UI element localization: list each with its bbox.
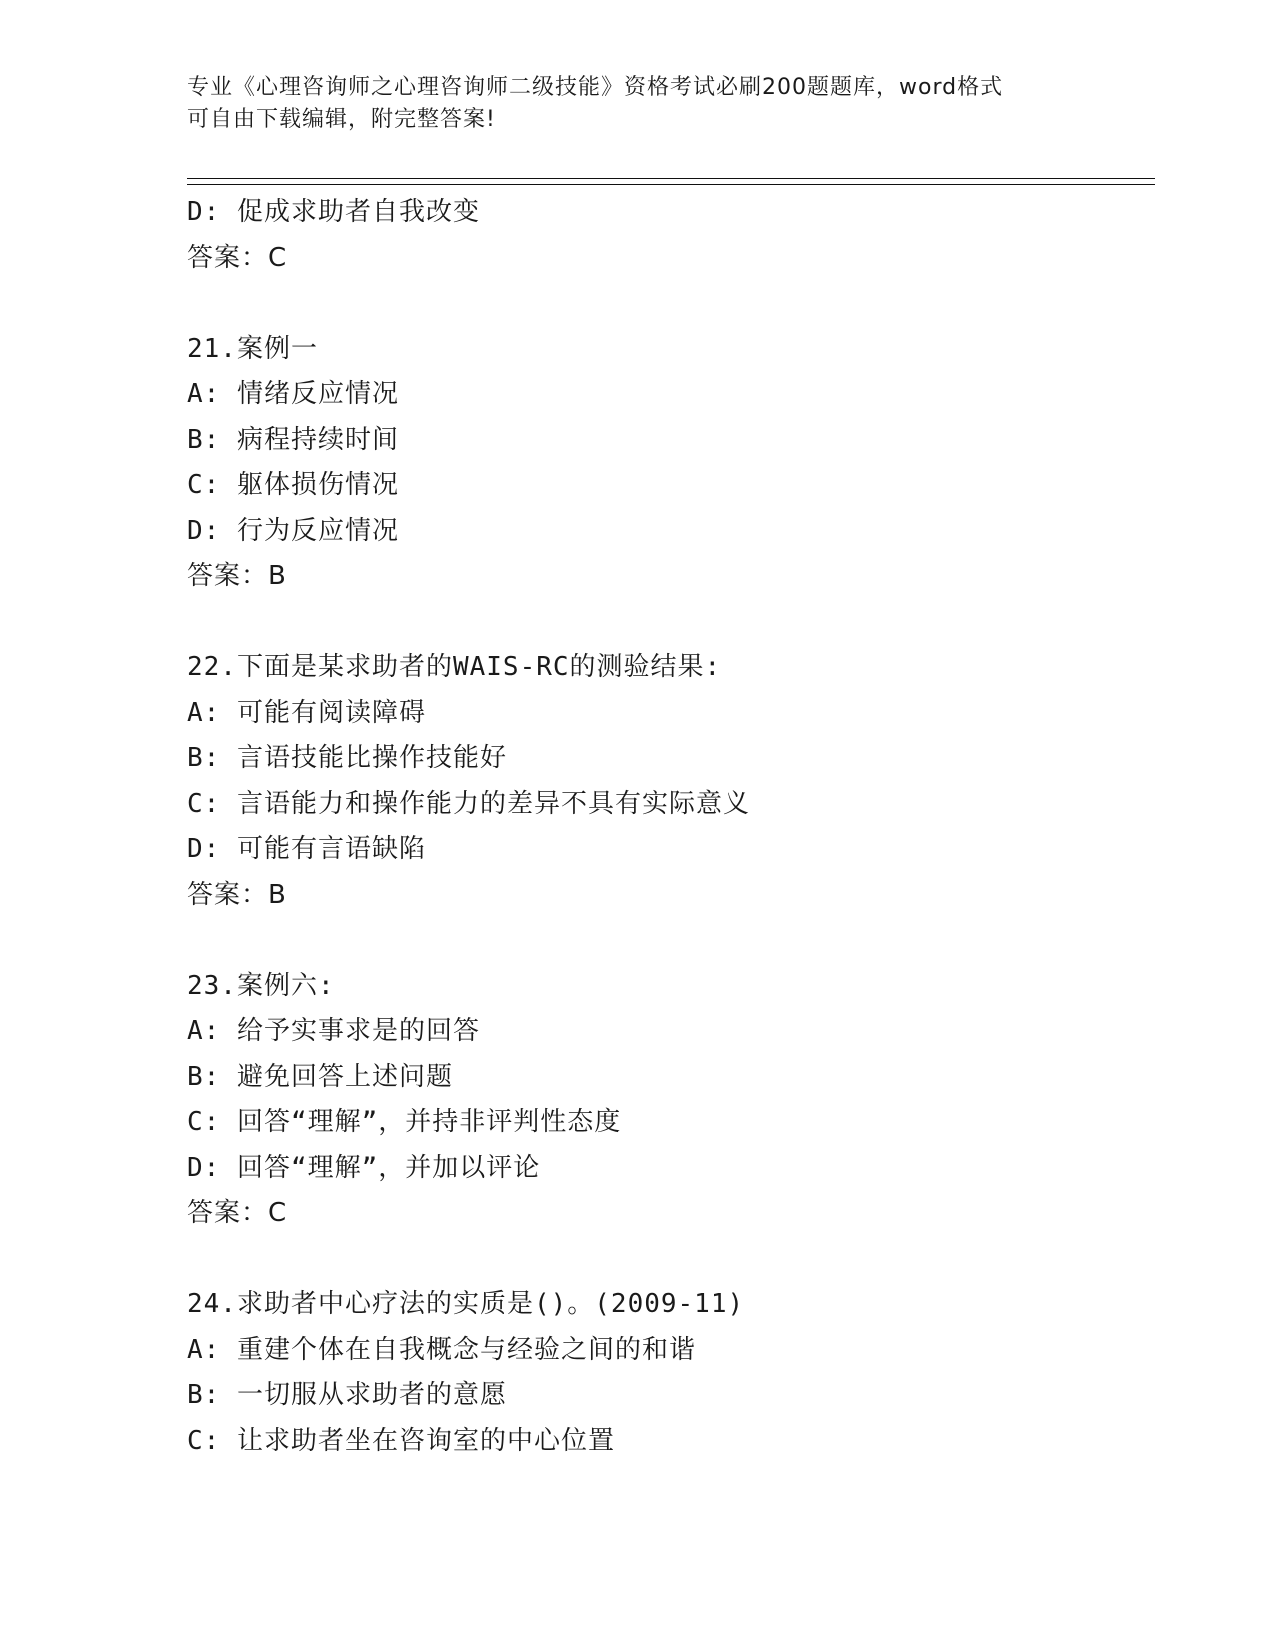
header-divider-top	[187, 178, 1155, 179]
question-stem: 22.下面是某求助者的WAIS-RC的测验结果:	[187, 652, 722, 682]
option-b: B: 避免回答上述问题	[187, 1061, 453, 1092]
option-a: A: 重建个体在自我概念与经验之间的和谐	[187, 1334, 696, 1365]
option-b: B: 病程持续时间	[187, 424, 399, 455]
answer-line: 答案：C	[187, 242, 288, 273]
header-line-1: 专业《心理咨询师之心理咨询师二级技能》资格考试必刷200题题库，word格式	[187, 75, 1004, 100]
option-a: A: 情绪反应情况	[187, 379, 399, 409]
option-c: C: 言语能力和操作能力的差异不具有实际意义	[187, 788, 750, 819]
question-list	[187, 190, 1155, 1464]
option-c: C: 躯体损伤情况	[187, 470, 399, 500]
header-divider-bottom	[187, 184, 1155, 185]
option-c: C: 回答“理解”，并持非评判性态度	[187, 1107, 622, 1137]
option-b: B: 言语技能比操作技能好	[187, 743, 507, 773]
answer-line: 答案：B	[187, 561, 287, 591]
spacer	[187, 281, 1155, 327]
header-line-2: 可自由下载编辑，附完整答案!	[187, 107, 496, 132]
question-stem: 24.求助者中心疗法的实质是()。(2009-11)	[187, 1289, 745, 1319]
question-stem: 23.案例六:	[187, 970, 335, 1001]
option-d: D: 促成求助者自我改变	[187, 197, 480, 227]
option-d: D: 可能有言语缺陷	[187, 834, 426, 864]
document-header	[187, 72, 1087, 136]
option-a: A: 可能有阅读障碍	[187, 697, 426, 728]
spacer	[187, 918, 1155, 964]
question-stem: 21.案例一	[187, 333, 318, 364]
answer-line: 答案：C	[187, 1198, 288, 1228]
option-d: D: 行为反应情况	[187, 515, 399, 546]
spacer	[187, 1237, 1155, 1283]
option-b: B: 一切服从求助者的意愿	[187, 1380, 507, 1410]
answer-line: 答案：B	[187, 879, 287, 910]
spacer	[187, 600, 1155, 646]
option-c: C: 让求助者坐在咨询室的中心位置	[187, 1425, 615, 1456]
option-a: A: 给予实事求是的回答	[187, 1016, 480, 1046]
option-d: D: 回答“理解”，并加以评论	[187, 1152, 541, 1183]
